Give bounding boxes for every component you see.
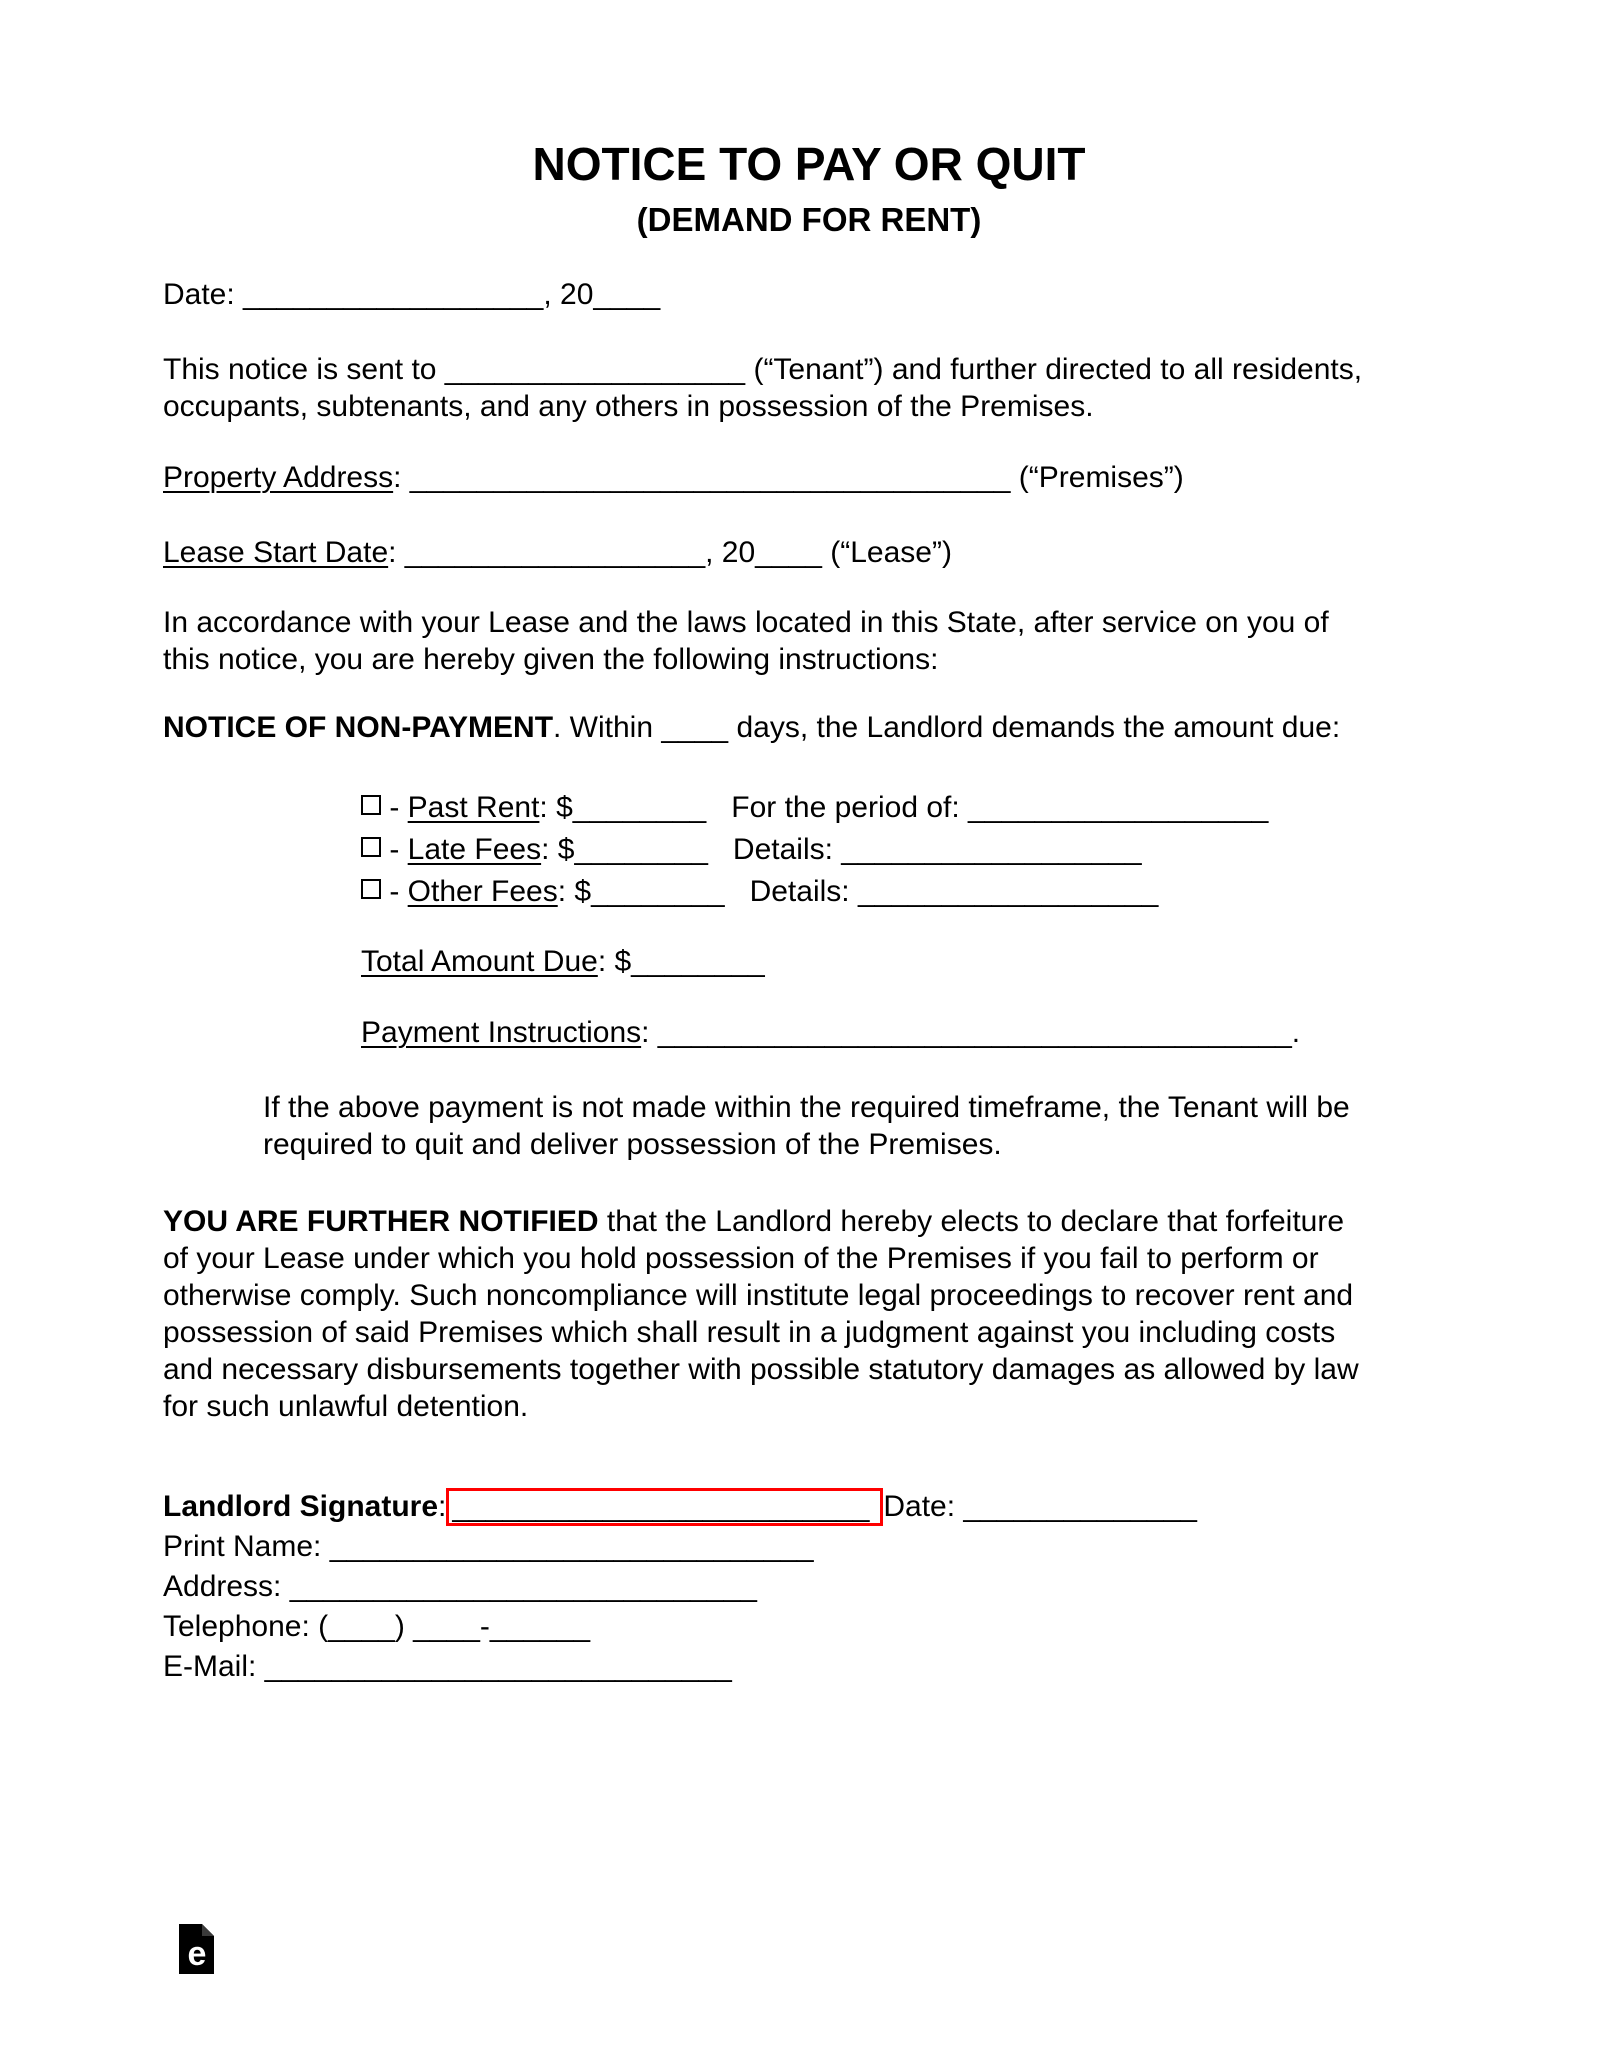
document-icon: [179, 1924, 214, 1974]
date-line-text: Date: __________________, 20____: [163, 278, 661, 311]
sent-to-line-1: This notice is sent to __________________ (“Tenant”) and further directed to all residents,: [163, 353, 1363, 386]
late-fees-label: Late Fees: [407, 833, 542, 866]
other-fees-label: Other Fees: [407, 875, 558, 908]
payment-instructions-blank: : ______________________________________.: [641, 1016, 1301, 1049]
eforms-logo-letter: e: [187, 1935, 207, 1973]
signature-field[interactable]: [446, 1488, 883, 1526]
further-notified-text: that the Landlord hereby elects to declare that forfeiture: [598, 1205, 1345, 1238]
other-fees-checkbox-icon[interactable]: [361, 879, 381, 899]
past-rent-label: Past Rent: [407, 791, 540, 824]
further-notified-label: YOU ARE FURTHER NOTIFIED: [163, 1205, 599, 1238]
email-line: E-Mail: ____________________________: [163, 1650, 732, 1683]
further-notified-line-2: of your Lease under which you hold possession of the Premises if you fail to perform or: [163, 1242, 1319, 1275]
fee-dash: -: [381, 875, 408, 908]
total-amount-due-line: [361, 943, 1455, 980]
signature-date-blank: Date: ______________: [883, 1490, 1197, 1523]
lease-start-blank: : __________________, 20____ (“Lease”): [388, 536, 952, 569]
timeframe-paragraph: [263, 1089, 1455, 1163]
fee-row-late-fees: [361, 829, 1455, 871]
property-address-blank: : ____________________________________ (“Premises”): [393, 461, 1184, 494]
accordance-line-2: this notice, you are hereby given the following instructions:: [163, 643, 939, 676]
further-notified-line-6: for such unlawful detention.: [163, 1390, 529, 1423]
further-notified-line-3: otherwise comply. Such noncompliance will institute legal proceedings to recover rent and: [163, 1279, 1354, 1312]
fee-row-past-rent: [361, 787, 1455, 829]
timeframe-line-1: If the above payment is not made within the required timeframe, the Tenant will be: [263, 1091, 1350, 1124]
further-notified-paragraph: [163, 1203, 1455, 1425]
fee-row-other-fees: [361, 871, 1455, 913]
eforms-logo: [179, 1924, 214, 1974]
sent-to-line-2: occupants, subtenants, and any others in possession of the Premises.: [163, 390, 1094, 423]
fee-dash: -: [381, 791, 408, 824]
signature-section: [163, 1487, 1455, 1687]
lease-start-line: [163, 534, 1455, 571]
fee-dash: -: [381, 833, 408, 866]
nonpayment-text: . Within ____ days, the Landlord demands the amount due:: [553, 711, 1341, 744]
late-fees-blanks: : $________ Details: __________________: [541, 833, 1142, 866]
document-subtitle: (DEMAND FOR RENT): [636, 201, 982, 238]
further-notified-line-4: possession of said Premises which shall result in a judgment against you including costs: [163, 1316, 1336, 1349]
landlord-signature-label: Landlord Signature: [163, 1490, 439, 1523]
document-title: NOTICE TO PAY OR QUIT: [532, 138, 1086, 190]
total-amount-due-label: Total Amount Due: [361, 945, 598, 978]
date-line: [163, 276, 1455, 313]
total-amount-due-blank: : $________: [597, 945, 765, 978]
lease-start-label: Lease Start Date: [163, 536, 389, 569]
sent-to-paragraph: [163, 351, 1455, 425]
landlord-signature-colon: :: [438, 1490, 447, 1523]
further-notified-line-5: and necessary disbursements together with possible statutory damages as allowed by law: [163, 1353, 1359, 1386]
landlord-signature-line: [163, 1487, 1455, 1527]
past-rent-checkbox-icon[interactable]: [361, 795, 381, 815]
telephone-line: Telephone: (____) ____-______: [163, 1610, 591, 1643]
nonpayment-line: [163, 709, 1455, 746]
further-notified-line-1: [163, 1203, 1455, 1240]
signature-blank: _________________________: [452, 1490, 870, 1523]
late-fees-checkbox-icon[interactable]: [361, 837, 381, 857]
timeframe-line-2: required to quit and deliver possession of the Premises.: [263, 1128, 1002, 1161]
print-name-line: Print Name: _____________________________: [163, 1530, 814, 1563]
past-rent-blanks: : $________ For the period of: __________________: [539, 791, 1269, 824]
other-fees-blanks: : $________ Details: __________________: [557, 875, 1159, 908]
accordance-paragraph: [163, 604, 1455, 678]
payment-instructions-label: Payment Instructions: [361, 1016, 642, 1049]
property-address-line: [163, 459, 1455, 496]
payment-instructions-line: [361, 1014, 1455, 1051]
fees-section: [361, 787, 1455, 913]
address-line: Address: ____________________________: [163, 1570, 757, 1603]
nonpayment-label: NOTICE OF NON-PAYMENT: [163, 711, 554, 744]
accordance-line-1: In accordance with your Lease and the laws located in this State, after service on you of: [163, 606, 1329, 639]
property-address-label: Property Address: [163, 461, 394, 494]
